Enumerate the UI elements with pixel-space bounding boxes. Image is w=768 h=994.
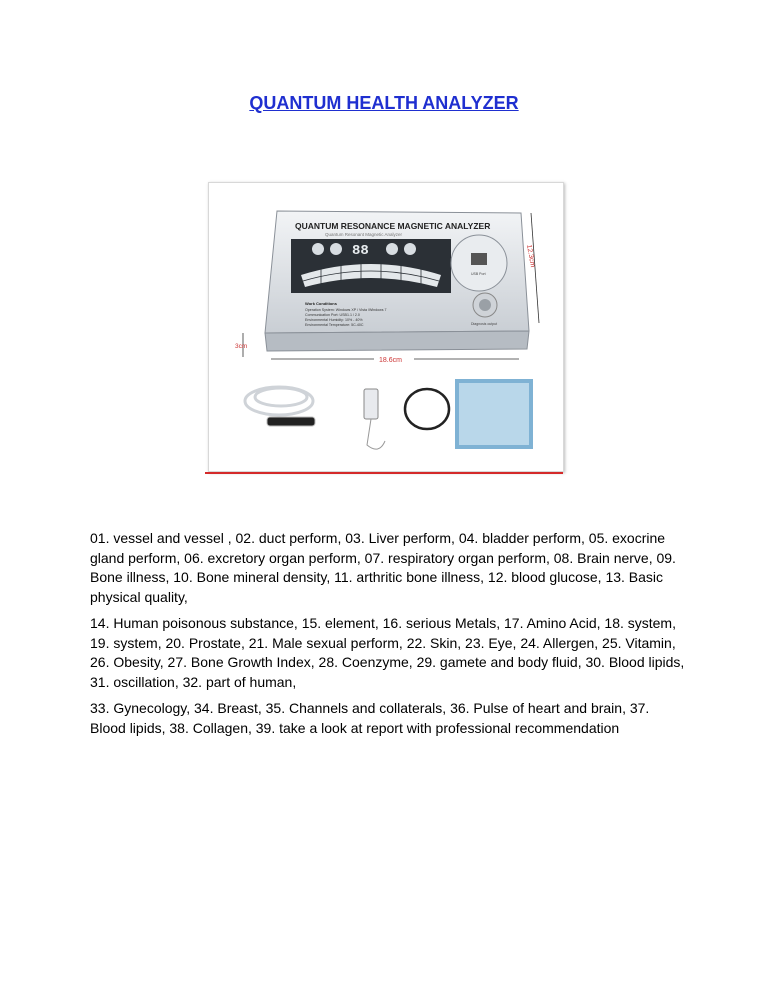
- document-title: QUANTUM HEALTH ANALYZER: [249, 93, 519, 113]
- device-label: QUANTUM RESONANCE MAGNETIC ANALYZER: [295, 221, 491, 231]
- work-condition-line: Environmental Temperature: 5C-40C: [305, 323, 364, 327]
- dimension-depth: 3cm: [235, 343, 248, 350]
- electrode-cable-icon: [245, 387, 313, 415]
- work-conditions-title: Work Conditions: [305, 301, 337, 306]
- digit-display: 88: [352, 243, 369, 259]
- dimension-height: 12.3cm: [525, 244, 536, 268]
- device-sublabel: Quantum Resonant Magnetic Analyzer: [325, 232, 403, 237]
- work-condition-line: Communication Port: USB1.1 / 2.0: [305, 313, 360, 317]
- analyzer-device-illustration: [209, 183, 563, 471]
- document-body: [90, 529, 686, 745]
- product-photo: [208, 182, 564, 472]
- paragraph-items-14-32: 14. Human poisonous substance, 15. element, 16. serious Metals, 17. Amino Acid, 18. system, 19. system, 20. Prostate, 21. Male sexual perform, 22. Skin, 23. Eye, 24. Allergen, 25. Vitamin, 26. Obesity, 27. Bone Growth Index, 28. Coenzyme, 29. gamete and body fluid, 30. Blood lipids, 31. oscillation, 32. part of human,: [90, 615, 685, 690]
- work-condition-line: Environmental Humidity: 10% - 40%: [305, 318, 363, 322]
- diagnosis-output-label: Diagnosis output: [471, 322, 498, 326]
- dimension-width: 18.6cm: [379, 357, 402, 364]
- usb-port-label: USB Port: [471, 272, 486, 276]
- headset-wire-icon: [367, 419, 385, 449]
- electrode-bar-icon: [267, 417, 315, 426]
- paragraph-items-33-39: 33. Gynecology, 34. Breast, 35. Channels and collaterals, 36. Pulse of heart and brain, 37. Blood lipids, 38. Collagen, 39. take a look at report with professional recommendation: [90, 700, 650, 736]
- red-divider: [205, 472, 563, 474]
- paragraph-items-1-13: 01. vessel and vessel , 02. duct perform, 03. Liver perform, 04. bladder perform, 05. exocrine gland perform, 06. excretory organ perform, 07. respiratory organ perform, 08. Brain nerve, 09. Bone illness, 10. Bone mineral density, 11. arthritic bone illness, 12. blood glucose, 13. Basic physical quality,: [90, 530, 676, 605]
- usb-key-icon: [364, 389, 378, 419]
- work-condition-line: Operation System: Windows XP / Vista /Windows 7: [305, 308, 387, 312]
- usb-cable-icon: [405, 389, 449, 429]
